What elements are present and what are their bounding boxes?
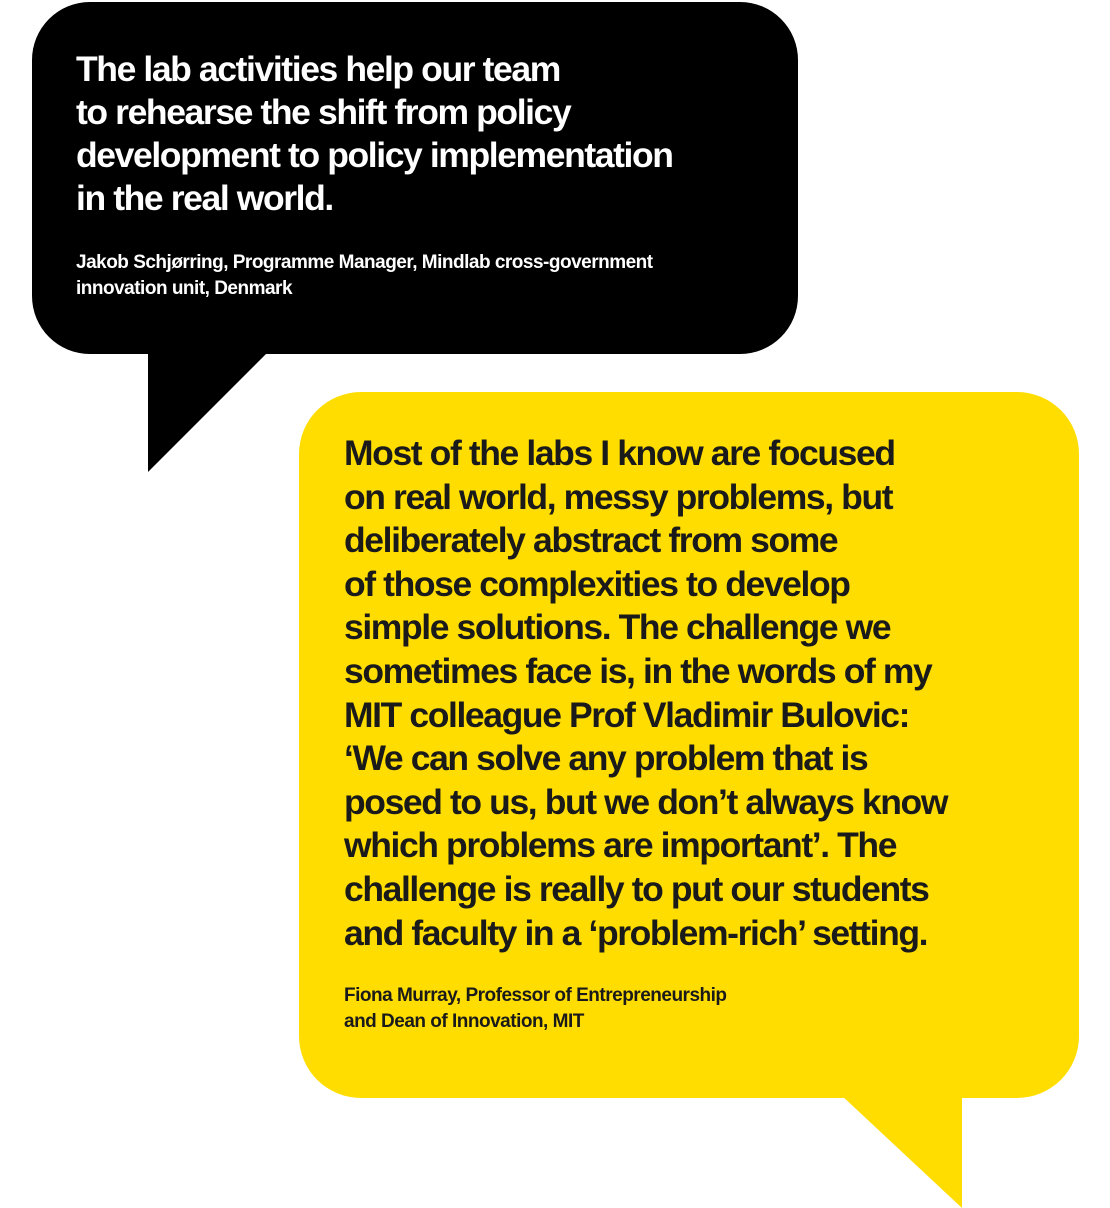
quote-text [76, 48, 758, 220]
quote-attribution [344, 983, 1049, 1035]
speech-tail-yellow [840, 1094, 962, 1208]
quote-line: deliberately abstract from some [344, 520, 838, 561]
attribution-line: and Dean of Innovation, MIT [344, 1011, 584, 1033]
quote-line: posed to us, but we don’t always know [344, 781, 948, 822]
quote-line: MIT colleague Prof Vladimir Bulovic: [344, 694, 910, 735]
quote-line: Most of the labs I know are focused [344, 433, 895, 473]
attribution-line: innovation unit, Denmark [76, 278, 293, 299]
quote-bubble-yellow [299, 392, 1079, 1098]
quote-line: ‘We can solve any problem that is [344, 738, 868, 779]
quote-line: on real world, messy problems, but [344, 476, 893, 517]
quote-line: to rehearse the shift from policy [76, 92, 571, 132]
attribution-line: Fiona Murray, Professor of Entrepreneurship [344, 985, 727, 1007]
quote-line: sometimes face is, in the words of my [344, 650, 932, 691]
quote-line: The lab activities help our team [76, 49, 560, 89]
speech-tail-black [148, 350, 270, 472]
quote-line: of those complexities to develop [344, 563, 850, 604]
quote-line: and faculty in a ‘problem-rich’ setting. [344, 912, 928, 953]
quote-line: development to policy implementation [76, 135, 673, 175]
quote-line: in the real world. [76, 178, 333, 218]
quote-attribution [76, 250, 758, 302]
attribution-line: Jakob Schjørring, Programme Manager, Mindlab cross-government [76, 252, 653, 273]
quote-bubble-black [32, 2, 798, 354]
quote-text [344, 432, 1049, 955]
quote-line: simple solutions. The challenge we [344, 607, 891, 648]
quote-line: challenge is really to put our students [344, 868, 929, 909]
quote-line: which problems are important’. The [344, 825, 897, 866]
